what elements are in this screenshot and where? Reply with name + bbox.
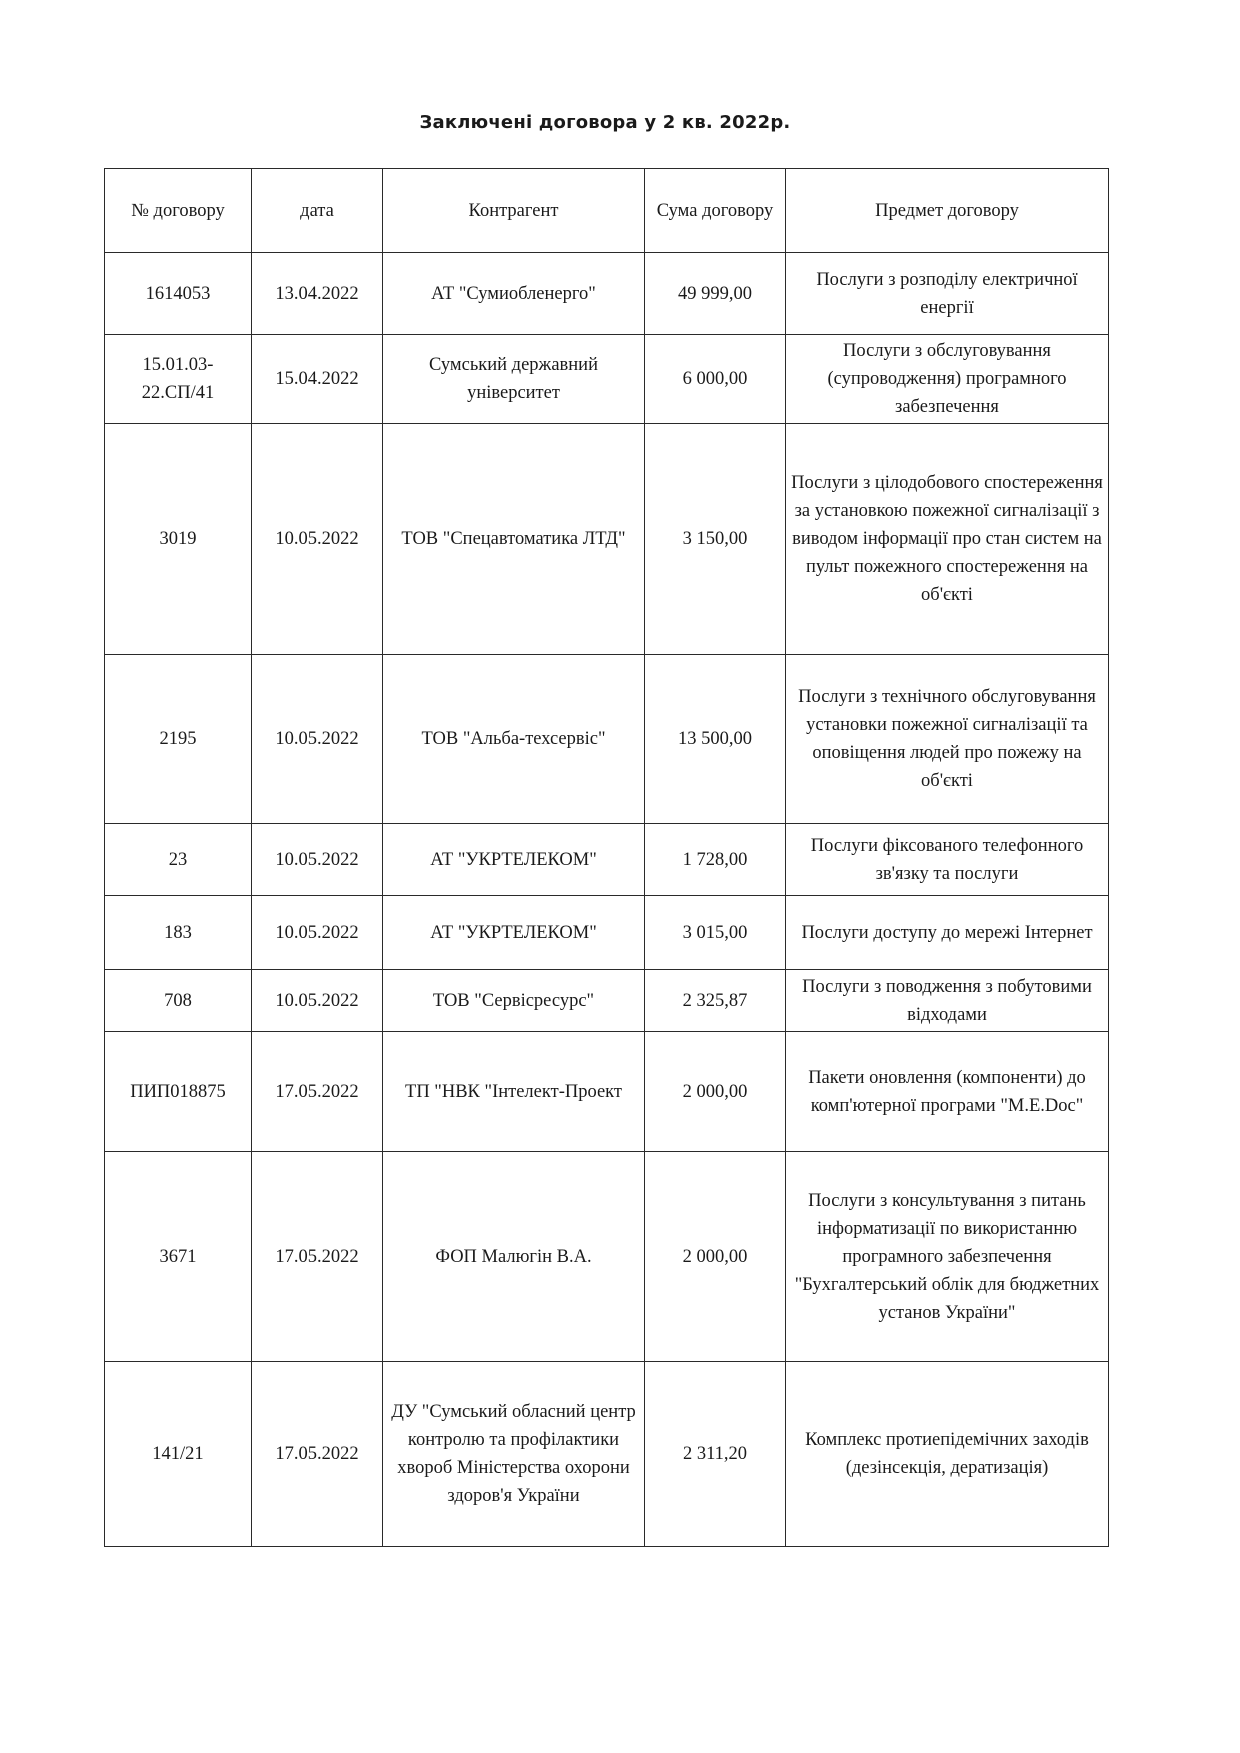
contract-date: 10.05.2022: [252, 824, 383, 896]
contract-date: 10.05.2022: [252, 655, 383, 824]
contract-number: 3019: [105, 424, 252, 655]
contract-date: 17.05.2022: [252, 1032, 383, 1152]
contract-counterparty: ТОВ "Альба-техсервіс": [383, 655, 645, 824]
contract-number: 23: [105, 824, 252, 896]
contract-date: 10.05.2022: [252, 424, 383, 655]
document-title: Заключені договора у 2 кв. 2022р.: [419, 112, 791, 133]
contract-subject: Послуги з технічного обслуговування установки пожежної сигналізації та оповіщення людей про пожежу на об'єкті: [786, 655, 1109, 824]
contract-amount: 13 500,00: [645, 655, 786, 824]
table-row: [105, 1032, 1109, 1152]
contract-date: 10.05.2022: [252, 896, 383, 970]
contract-counterparty: ФОП Малюгін В.А.: [383, 1152, 645, 1362]
contract-number: 708: [105, 970, 252, 1032]
contract-counterparty: ТОВ "Сервісресурс": [383, 970, 645, 1032]
contract-counterparty: АТ "Сумиобленерго": [383, 253, 645, 335]
contract-number: ПИП018875: [105, 1032, 252, 1152]
contract-subject: Послуги доступу до мережі Інтернет: [786, 896, 1109, 970]
contract-number: 141/21: [105, 1362, 252, 1547]
contract-amount: 49 999,00: [645, 253, 786, 335]
table-row: [105, 424, 1109, 655]
contract-date: 15.04.2022: [252, 335, 383, 424]
contract-amount: 2 000,00: [645, 1152, 786, 1362]
header-number: № договору: [105, 169, 252, 253]
contract-date: 10.05.2022: [252, 970, 383, 1032]
contract-number: 3671: [105, 1152, 252, 1362]
contract-subject: Послуги з цілодобового спостереження за установкою пожежної сигналізації з виводом інформації про стан систем на пульт пожежного спостереження на об'єкті: [786, 424, 1109, 655]
table-row: [105, 1152, 1109, 1362]
contract-counterparty: АТ "УКРТЕЛЕКОМ": [383, 896, 645, 970]
contract-date: 13.04.2022: [252, 253, 383, 335]
header-counterparty: Контрагент: [383, 169, 645, 253]
contract-counterparty: ТОВ "Спецавтоматика ЛТД": [383, 424, 645, 655]
contract-subject: Послуги з розподілу електричної енергії: [786, 253, 1109, 335]
contract-number: 183: [105, 896, 252, 970]
contract-amount: 3 150,00: [645, 424, 786, 655]
header-date: дата: [252, 169, 383, 253]
contract-subject: [786, 824, 1109, 896]
contract-subject: Послуги з консультування з питань інформатизації по використанню програмного забезпечення "Бухгалтерський облік для бюджетних установ України": [786, 1152, 1109, 1362]
contract-subject: Комплекс протиепідемічних заходів (дезінсекція, дератизація): [786, 1362, 1109, 1547]
contract-amount: 2 325,87: [645, 970, 786, 1032]
table-row: [105, 335, 1109, 424]
table-row: [105, 655, 1109, 824]
contract-number: 1614053: [105, 253, 252, 335]
contract-subject-text: Послуги фіксованого телефонного зв'язку та послуги: [810, 835, 1084, 884]
contract-amount: 1 728,00: [645, 824, 786, 896]
contract-subject: Послуги з обслуговування (супроводження) програмного забезпечення: [786, 335, 1109, 424]
contracts-table: [104, 168, 1109, 1547]
header-row: [105, 169, 1109, 253]
contract-date: 17.05.2022: [252, 1152, 383, 1362]
contract-counterparty: АТ "УКРТЕЛЕКОМ": [383, 824, 645, 896]
contract-subject: Послуги з поводження з побутовими відходами: [786, 970, 1109, 1032]
header-subject: Предмет договору: [786, 169, 1109, 253]
contract-number: 15.01.03-22.СП/41: [105, 335, 252, 424]
table-row: [105, 253, 1109, 335]
contract-counterparty: Сумський державний університет: [383, 335, 645, 424]
contract-amount: 6 000,00: [645, 335, 786, 424]
contract-subject: Пакети оновлення (компоненти) до комп'ютерної програми "M.E.Doc": [786, 1032, 1109, 1152]
table-row: [105, 970, 1109, 1032]
table-row: [105, 896, 1109, 970]
contract-counterparty: ДУ "Сумський обласний центр контролю та профілактики хвороб Міністерства охорони здоров'я України: [383, 1362, 645, 1547]
contract-counterparty: ТП "НВК "Інтелект-Проект: [383, 1032, 645, 1152]
table-row: [105, 1362, 1109, 1547]
contract-date: 17.05.2022: [252, 1362, 383, 1547]
table-row: [105, 824, 1109, 896]
contract-number: 2195: [105, 655, 252, 824]
header-amount: Сума договору: [645, 169, 786, 253]
contract-amount: 2 311,20: [645, 1362, 786, 1547]
contract-amount: 3 015,00: [645, 896, 786, 970]
contract-amount: 2 000,00: [645, 1032, 786, 1152]
